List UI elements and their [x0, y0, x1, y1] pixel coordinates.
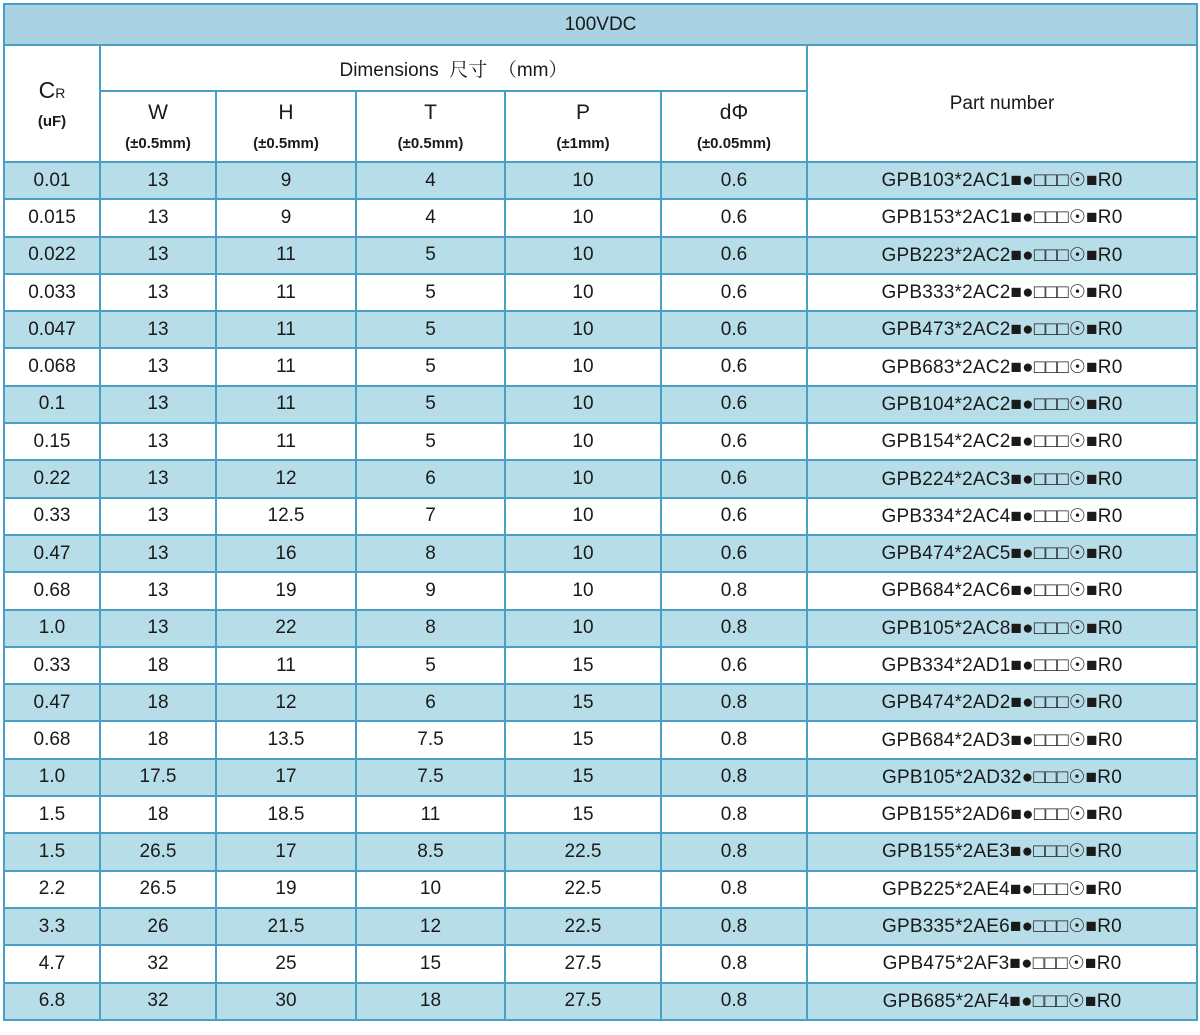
table-row [4, 759, 1197, 796]
height-cell: 22 [216, 610, 356, 647]
pitch-cell: 10 [505, 498, 661, 535]
capacitance-header [4, 45, 100, 162]
width-cell: 17.5 [100, 759, 216, 796]
table-title: 100VDC [4, 4, 1197, 45]
thickness-cell: 5 [356, 348, 505, 385]
width-cell: 13 [100, 274, 216, 311]
width-cell: 18 [100, 647, 216, 684]
thickness-cell: 6 [356, 684, 505, 721]
capacitance-symbol: C [38, 76, 56, 103]
pitch-cell: 10 [505, 460, 661, 497]
capacitance-cell: 0.68 [4, 721, 100, 758]
table-row [4, 199, 1197, 236]
width-cell: 32 [100, 983, 216, 1020]
height-cell: 16 [216, 535, 356, 572]
height-cell: 25 [216, 945, 356, 982]
lead-diameter-cell: 0.8 [661, 983, 807, 1020]
thickness-cell: 10 [356, 871, 505, 908]
lead-diameter-cell: 0.8 [661, 871, 807, 908]
height-cell: 11 [216, 423, 356, 460]
lead-diameter-cell: 0.8 [661, 572, 807, 609]
height-cell: 11 [216, 311, 356, 348]
part-number-cell: GPB154*2AC2■●□□□☉■R0 [807, 423, 1197, 460]
thickness-cell: 8 [356, 610, 505, 647]
capacitance-cell: 3.3 [4, 908, 100, 945]
thickness-cell: 8.5 [356, 833, 505, 870]
pitch-cell: 22.5 [505, 908, 661, 945]
height-cell: 19 [216, 572, 356, 609]
column-header-h: H (±0.5mm) [216, 91, 356, 162]
capacitance-cell: 0.1 [4, 386, 100, 423]
table-row [4, 460, 1197, 497]
table-row [4, 647, 1197, 684]
capacitance-cell: 0.47 [4, 535, 100, 572]
capacitance-cell: 0.15 [4, 423, 100, 460]
lead-diameter-cell: 0.6 [661, 162, 807, 199]
thickness-cell: 5 [356, 311, 505, 348]
width-cell: 13 [100, 610, 216, 647]
table-row [4, 348, 1197, 385]
pitch-cell: 10 [505, 535, 661, 572]
height-cell: 19 [216, 871, 356, 908]
pitch-cell: 10 [505, 162, 661, 199]
thickness-cell: 5 [356, 237, 505, 274]
table-row [4, 162, 1197, 199]
thickness-cell: 5 [356, 274, 505, 311]
pitch-cell: 27.5 [505, 983, 661, 1020]
thickness-cell: 5 [356, 423, 505, 460]
thickness-cell: 4 [356, 162, 505, 199]
capacitance-cell: 1.0 [4, 759, 100, 796]
part-number-cell: GPB684*2AC6■●□□□☉■R0 [807, 572, 1197, 609]
thickness-cell: 5 [356, 386, 505, 423]
part-number-cell: GPB473*2AC2■●□□□☉■R0 [807, 311, 1197, 348]
height-cell: 13.5 [216, 721, 356, 758]
capacitance-cell: 1.5 [4, 833, 100, 870]
width-cell: 26.5 [100, 871, 216, 908]
lead-diameter-cell: 0.8 [661, 610, 807, 647]
lead-diameter-cell: 0.6 [661, 647, 807, 684]
width-cell: 13 [100, 162, 216, 199]
table-row [4, 721, 1197, 758]
part-number-cell: GPB105*2AD32●□□□☉■R0 [807, 759, 1197, 796]
pitch-cell: 15 [505, 684, 661, 721]
table-row [4, 684, 1197, 721]
column-header-p: P (±1mm) [505, 91, 661, 162]
height-cell: 11 [216, 386, 356, 423]
part-number-cell: GPB334*2AD1■●□□□☉■R0 [807, 647, 1197, 684]
capacitance-unit: (uF) [37, 112, 67, 130]
width-cell: 13 [100, 460, 216, 497]
height-cell: 17 [216, 833, 356, 870]
height-cell: 11 [216, 274, 356, 311]
width-cell: 26 [100, 908, 216, 945]
lead-diameter-cell: 0.6 [661, 535, 807, 572]
table-row [4, 498, 1197, 535]
height-cell: 12 [216, 684, 356, 721]
thickness-cell: 7.5 [356, 721, 505, 758]
dimensions-header: Dimensions 尺寸 （mm） [100, 45, 807, 91]
capacitance-cell: 0.033 [4, 274, 100, 311]
pitch-cell: 10 [505, 610, 661, 647]
part-number-cell: GPB153*2AC1■●□□□☉■R0 [807, 199, 1197, 236]
pitch-cell: 27.5 [505, 945, 661, 982]
pitch-cell: 22.5 [505, 871, 661, 908]
pitch-cell: 15 [505, 796, 661, 833]
capacitance-cell: 4.7 [4, 945, 100, 982]
part-number-cell: GPB334*2AC4■●□□□☉■R0 [807, 498, 1197, 535]
spec-table [3, 3, 1198, 1021]
pitch-cell: 10 [505, 348, 661, 385]
pitch-cell: 10 [505, 237, 661, 274]
thickness-cell: 8 [356, 535, 505, 572]
table-row [4, 796, 1197, 833]
capacitance-cell: 0.015 [4, 199, 100, 236]
width-cell: 32 [100, 945, 216, 982]
lead-diameter-cell: 0.8 [661, 759, 807, 796]
table-row [4, 983, 1197, 1020]
part-number-cell: GPB155*2AE3■●□□□☉■R0 [807, 833, 1197, 870]
capacitance-cell: 0.068 [4, 348, 100, 385]
width-cell: 13 [100, 311, 216, 348]
lead-diameter-cell: 0.6 [661, 237, 807, 274]
height-cell: 11 [216, 647, 356, 684]
height-cell: 17 [216, 759, 356, 796]
part-number-cell: GPB155*2AD6■●□□□☉■R0 [807, 796, 1197, 833]
width-cell: 13 [100, 572, 216, 609]
part-number-header: Part number [807, 45, 1197, 162]
table-row [4, 237, 1197, 274]
capacitance-cell: 0.68 [4, 572, 100, 609]
pitch-cell: 10 [505, 386, 661, 423]
pitch-cell: 15 [505, 759, 661, 796]
width-cell: 13 [100, 423, 216, 460]
table-row [4, 945, 1197, 982]
lead-diameter-cell: 0.8 [661, 796, 807, 833]
table-row [4, 833, 1197, 870]
thickness-cell: 11 [356, 796, 505, 833]
part-number-cell: GPB224*2AC3■●□□□☉■R0 [807, 460, 1197, 497]
capacitance-cell: 0.33 [4, 498, 100, 535]
width-cell: 13 [100, 386, 216, 423]
lead-diameter-cell: 0.8 [661, 945, 807, 982]
lead-diameter-cell: 0.6 [661, 460, 807, 497]
thickness-cell: 15 [356, 945, 505, 982]
pitch-cell: 10 [505, 423, 661, 460]
part-number-cell: GPB335*2AE6■●□□□☉■R0 [807, 908, 1197, 945]
thickness-cell: 18 [356, 983, 505, 1020]
part-number-cell: GPB474*2AC5■●□□□☉■R0 [807, 535, 1197, 572]
capacitance-cell: 1.0 [4, 610, 100, 647]
part-number-cell: GPB103*2AC1■●□□□☉■R0 [807, 162, 1197, 199]
table-row [4, 423, 1197, 460]
table-row [4, 572, 1197, 609]
lead-diameter-cell: 0.6 [661, 311, 807, 348]
table-row [4, 871, 1197, 908]
width-cell: 13 [100, 237, 216, 274]
lead-diameter-cell: 0.6 [661, 423, 807, 460]
width-cell: 18 [100, 721, 216, 758]
lead-diameter-cell: 0.8 [661, 721, 807, 758]
part-number-cell: GPB683*2AC2■●□□□☉■R0 [807, 348, 1197, 385]
capacitance-cell: 0.33 [4, 647, 100, 684]
pitch-cell: 15 [505, 647, 661, 684]
part-number-cell: GPB684*2AD3■●□□□☉■R0 [807, 721, 1197, 758]
capacitance-cell: 0.022 [4, 237, 100, 274]
lead-diameter-cell: 0.8 [661, 684, 807, 721]
thickness-cell: 7.5 [356, 759, 505, 796]
thickness-cell: 9 [356, 572, 505, 609]
thickness-cell: 5 [356, 647, 505, 684]
part-number-cell: GPB225*2AE4■●□□□☉■R0 [807, 871, 1197, 908]
part-number-cell: GPB223*2AC2■●□□□☉■R0 [807, 237, 1197, 274]
capacitance-subscript: R [55, 84, 66, 101]
table-row [4, 908, 1197, 945]
width-cell: 13 [100, 199, 216, 236]
table-row [4, 610, 1197, 647]
width-cell: 18 [100, 684, 216, 721]
capacitance-cell: 0.22 [4, 460, 100, 497]
table-row [4, 274, 1197, 311]
pitch-cell: 15 [505, 721, 661, 758]
width-cell: 13 [100, 348, 216, 385]
table-row [4, 535, 1197, 572]
width-cell: 13 [100, 498, 216, 535]
lead-diameter-cell: 0.6 [661, 348, 807, 385]
width-cell: 13 [100, 535, 216, 572]
pitch-cell: 10 [505, 199, 661, 236]
column-header-d: dΦ (±0.05mm) [661, 91, 807, 162]
thickness-cell: 4 [356, 199, 505, 236]
width-cell: 26.5 [100, 833, 216, 870]
capacitance-cell: 6.8 [4, 983, 100, 1020]
lead-diameter-cell: 0.6 [661, 274, 807, 311]
capacitance-cell: 0.47 [4, 684, 100, 721]
height-cell: 9 [216, 199, 356, 236]
thickness-cell: 6 [356, 460, 505, 497]
capacitance-cell: 0.047 [4, 311, 100, 348]
capacitance-cell: 0.01 [4, 162, 100, 199]
thickness-cell: 7 [356, 498, 505, 535]
height-cell: 12.5 [216, 498, 356, 535]
lead-diameter-cell: 0.6 [661, 199, 807, 236]
table-body [4, 162, 1197, 1020]
table-row [4, 311, 1197, 348]
lead-diameter-cell: 0.8 [661, 908, 807, 945]
lead-diameter-cell: 0.6 [661, 386, 807, 423]
part-number-cell: GPB685*2AF4■●□□□☉■R0 [807, 983, 1197, 1020]
table-row [4, 386, 1197, 423]
lead-diameter-cell: 0.8 [661, 833, 807, 870]
height-cell: 9 [216, 162, 356, 199]
lead-diameter-cell: 0.6 [661, 498, 807, 535]
capacitance-cell: 2.2 [4, 871, 100, 908]
part-number-cell: GPB474*2AD2■●□□□☉■R0 [807, 684, 1197, 721]
pitch-cell: 22.5 [505, 833, 661, 870]
part-number-cell: GPB333*2AC2■●□□□☉■R0 [807, 274, 1197, 311]
height-cell: 21.5 [216, 908, 356, 945]
height-cell: 11 [216, 348, 356, 385]
height-cell: 12 [216, 460, 356, 497]
column-header-w: W (±0.5mm) [100, 91, 216, 162]
height-cell: 11 [216, 237, 356, 274]
part-number-cell: GPB104*2AC2■●□□□☉■R0 [807, 386, 1197, 423]
height-cell: 18.5 [216, 796, 356, 833]
part-number-cell: GPB105*2AC8■●□□□☉■R0 [807, 610, 1197, 647]
pitch-cell: 10 [505, 311, 661, 348]
pitch-cell: 10 [505, 274, 661, 311]
column-header-t: T (±0.5mm) [356, 91, 505, 162]
height-cell: 30 [216, 983, 356, 1020]
part-number-cell: GPB475*2AF3■●□□□☉■R0 [807, 945, 1197, 982]
capacitance-cell: 1.5 [4, 796, 100, 833]
width-cell: 18 [100, 796, 216, 833]
pitch-cell: 10 [505, 572, 661, 609]
thickness-cell: 12 [356, 908, 505, 945]
